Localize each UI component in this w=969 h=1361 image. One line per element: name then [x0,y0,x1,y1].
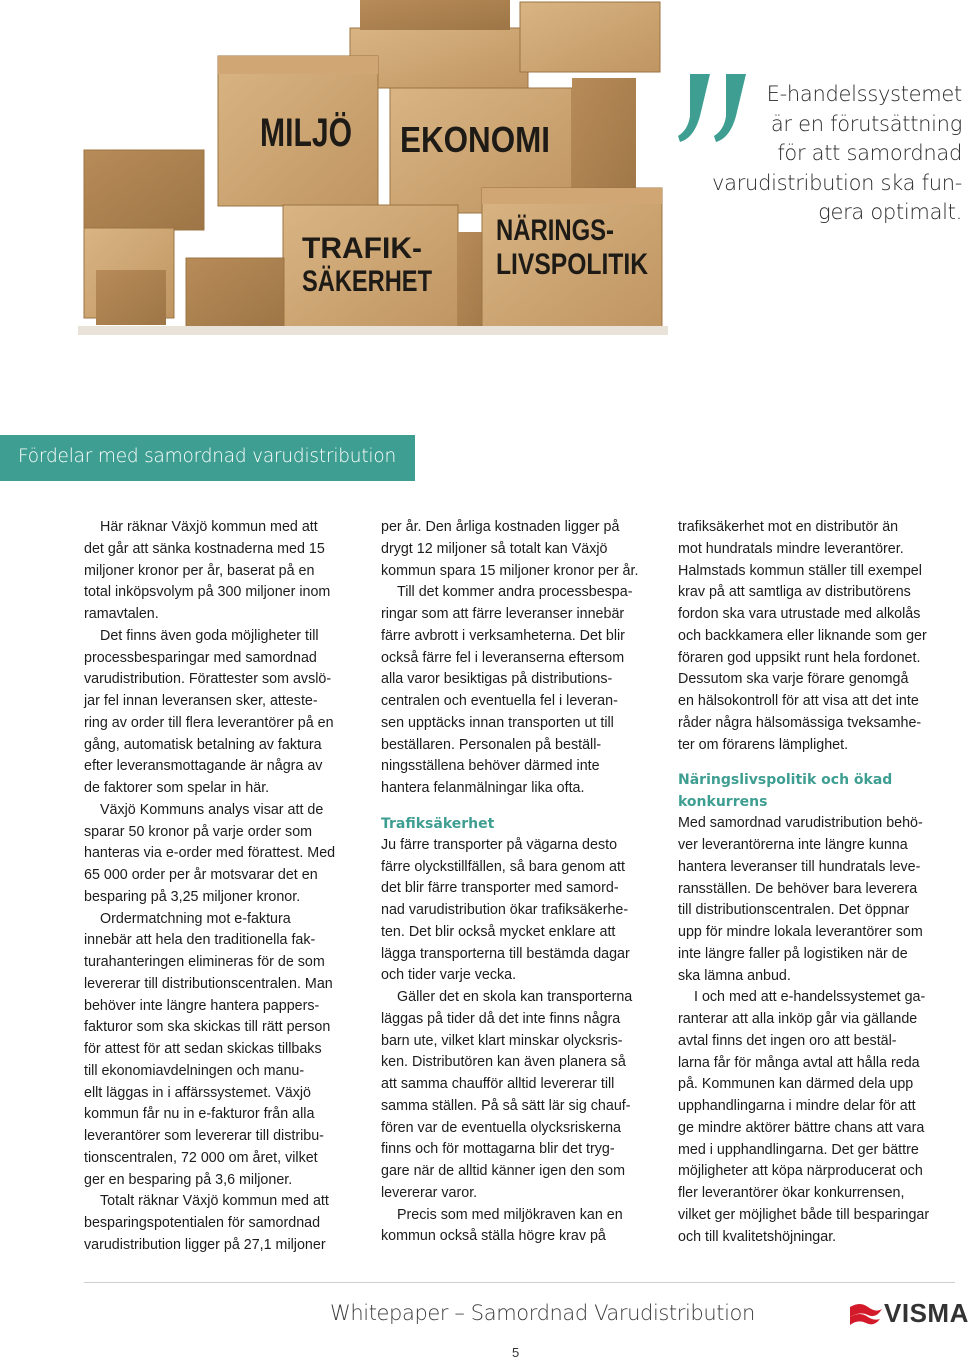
footer-title: Whitepaper – Samordnad Varudistribution [330,1301,755,1325]
quote-line: är en förutsättning [770,111,962,136]
paragraph: Ordermatchning mot e-faktura innebär att hela den traditionella fak- turahanteringen elimineras för de som levererar till distributionscentralen. Man behöver inte längre hantera pappers- fakturor som ska skickas till rätt person för attest för att sedan skickas tillbaks till ekonomiavdelningen och manu- ellt läggas in i affärssystemet. Växjö kommun får nu in e-fakturor från alla leverantörer som levererar till distribu- tionscentralen, 72 000 om året, vilket ger en besparing på 3,6 miljoner. [84,910,333,1188]
pull-quote [676,80,962,228]
paragraph: trafiksäkerhet mot en distributör än mot hundratals mindre leverantörer. Halmstads kommun ställer till exempel krav på att samtliga av distributörens fordon ska vara utrustade med alkolås och backkamera eller liknande som ger föraren god uppsikt runt hela fordonet. Dessutom ska varje förare genomgå en hälsokontroll för att visa att det inte råder några hälsomässiga tveksamhe- ter om förarens lämplighet. [678,519,927,753]
paragraph: Här räknar Växjö kommun med att det går att sänka kostnaderna med 15 miljoner kronor per år, baserat på en total inköpsvolym på 300 miljoner inom ramavtalen. [84,519,331,622]
subheading-trafiksakerhet: Trafiksäkerhet [381,815,495,832]
paragraph: Gäller det en skola kan transporterna läggas på tider då det inte finns några barn ute, vilket klart minskar olycksris- ken. Distributören kan även planera så att samma chaufför alltid levererar till samma ställen. På så sätt lär sig chauf- fören var de eventuella olycksriskerna finns och för mottagarna blir det tryg- gare när de alltid känner igen den som levererar varor. [381,989,633,1201]
page-number: 5 [512,1345,520,1360]
box-label-trafik: TRAFIK- [302,232,422,265]
paragraph: Totalt räknar Växjö kommun med att besparingspotentialen för samordnad varudistribution ligger på 27,1 miljoner [84,1193,329,1253]
quote-line: E-handelssystemet [766,82,962,106]
subheading-naringslivspolitik: Näringslivspolitik och ökad konkurrens [678,772,893,811]
box-label-livspolitik: LIVSPOLITIK [496,248,649,281]
paragraph: Precis som med miljökraven kan en kommun också ställa högre krav på [381,1206,623,1245]
paragraph: Ju färre transporter på vägarna desto färre olyckstillfällen, så bara genom att det blir färre transporter med samord- nad varudistribution ökar trafiksäkerhe- ten. Det blir också mycket enklare att lägga transporterna till bestämda dagar och tider varje vecka. [381,836,630,984]
paragraph: Till det kommer andra processbespa- ringar som att färre leveranser innebär färre avbrott i verksamheterna. Det blir också färre fel i leveranserna eftersom alla varor besiktigas på distributions- centralen och eventuella fel i leveran- sen upptäcks innan transporten ut till beställaren. Personalen på beställ- ningsställena behöver därmed inte hantera felanmälningar lika ofta. [381,584,633,796]
box-label-sakerhet: SÄKERHET [302,265,432,298]
cardboard-boxes-image [78,0,668,335]
text-column-1 [84,517,372,1257]
footer-divider [84,1282,955,1283]
text-column-3 [678,517,960,1248]
paragraph: Växjö Kommuns analys visar att de sparar 50 kronor på varje order som hanteras via e-order med förattest. Med 65 000 order per år motsvarar det en besparing på 3,25 miljoner kronor. [84,801,336,905]
paragraph: Med samordnad varudistribution behö- ver leverantörerna inte längre kunna hantera leveranser till hundratals leve- ransställen. De behöver bara leverera till distributionscentralen. Det öppnar upp för mindre lokala leverantörer som inte längre faller på logistiken när de ska lämna anbud. [678,815,923,984]
quote-line: gera optimalt. [818,200,962,224]
paragraph: Det finns även goda möjligheter till processbesparingar med samordnad varudistribution. Förattester som avslö- jar fel innan leveransen sker, atteste- ring av order till flera leverantörer på en gång, automatisk betalning av faktura efter leveransmottagande är några av de faktorer som spelar in här. [84,627,334,796]
box-label-narings: NÄRINGS- [496,214,614,247]
visma-wordmark: VISMA [884,1298,969,1328]
paragraph: per år. Den årliga kostnaden ligger på drygt 12 miljoner så totalt kan Växjö kommun spara 15 miljoner kronor per år. [381,519,639,579]
section-title: Fördelar med samordnad varudistribution [18,446,396,467]
quote-line: varudistribution ska fun- [712,170,962,195]
paragraph: I och med att e-handelssystemet ga- ranterar att alla inköp går via gällande avtal finns det ingen oro att bestäl- larna får för många avtal att hålla reda på. Kommunen kan därmed dela upp upphandlingarna i mindre delar för att ge mindre aktörer bättre chans att vara med i upphandlingarna. Det ger bättre möjligheter att köpa närproducerat och fler leverantörer ökar konkurrensen, vilket ger möjlighet både till besparingar och till kvalitetshöjningar. [678,989,930,1245]
box-label-miljo: MILJÖ [260,111,383,155]
quote-line: för att samordnad [777,141,962,165]
box-label-ekonomi: EKONOMI [400,119,550,160]
text-column-2 [381,517,671,1248]
section-banner [0,435,415,481]
